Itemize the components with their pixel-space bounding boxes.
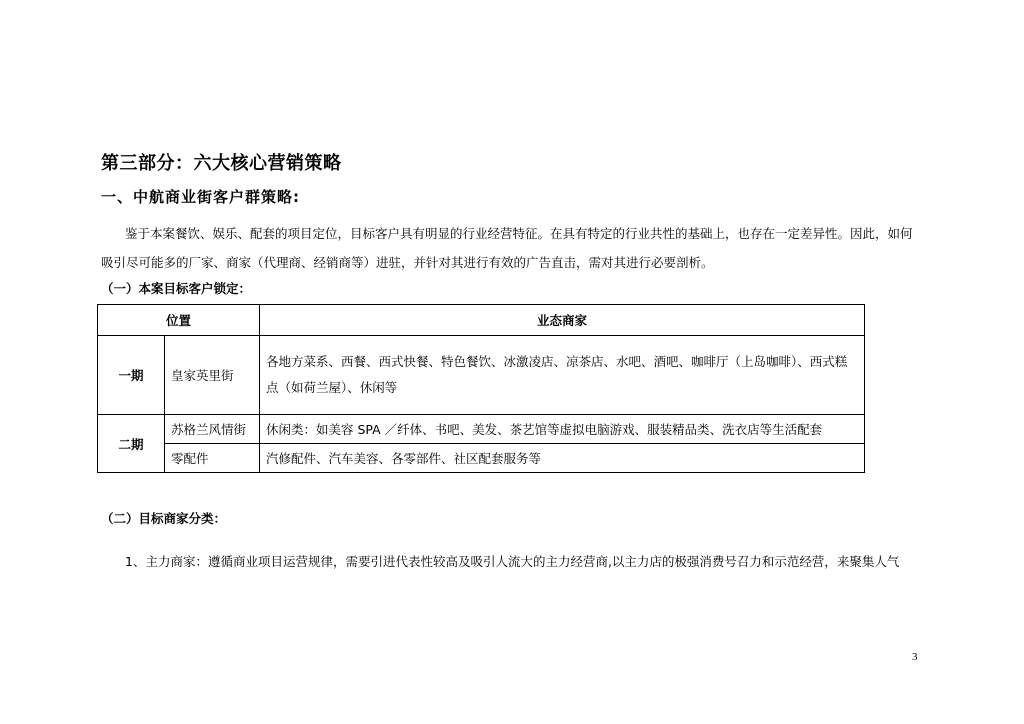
table-header-location: 位置 [98, 305, 260, 336]
location-cell: 零配件 [165, 444, 260, 473]
table-header-business: 业态商家 [260, 305, 865, 336]
subsection-target-clients: （一）本案目标客户锁定： [101, 281, 252, 296]
business-cell: 各地方菜系、西餐、西式快餐、特色餐饮、冰激凌店、凉茶店、水吧、酒吧、咖啡厅（上岛咖啡）、西式糕点（如荷兰屋）、休闲等 [260, 336, 865, 415]
business-cell: 汽修配件、汽车美容、各零部件、社区配套服务等 [260, 444, 865, 473]
location-cell: 皇家英里街 [165, 336, 260, 415]
table-row [98, 336, 865, 415]
target-client-table [97, 304, 865, 473]
page-number: 3 [912, 651, 918, 663]
phase-cell: 二期 [98, 415, 165, 473]
intro-paragraph [101, 219, 924, 277]
phase-cell: 一期 [98, 336, 165, 415]
part-title: 第三部分：六大核心营销策略 [101, 153, 342, 174]
business-cell: 休闲类：如美容 SPA ／纤体、书吧、美发、茶艺馆等虚拟电脑游戏、服装精品类、洗衣店等生活配套 [260, 415, 865, 444]
intro-paragraph-text: 鉴于本案餐饮、娱乐、配套的项目定位，目标客户具有明显的行业经营特征。在具有特定的行业共性的基础上，也存在一定差异性。因此，如何吸引尽可能多的厂家、商家（代理商、经销商等）进驻，并针对其进行有效的广告直击，需对其进行必要剖析。 [101, 226, 913, 270]
table-row [98, 444, 865, 473]
list-item: 1、主力商家：遵循商业项目运营规律，需要引进代表性较高及吸引人流大的主力经营商,以主力店的极强消费号召力和示范经营，来聚集人气 [125, 554, 900, 569]
location-cell: 苏格兰风情街 [165, 415, 260, 444]
table-row [98, 415, 865, 444]
subsection-merchant-categories: （二）目标商家分类： [101, 511, 227, 526]
section-title: 一、中航商业街客户群策略: [101, 188, 300, 206]
